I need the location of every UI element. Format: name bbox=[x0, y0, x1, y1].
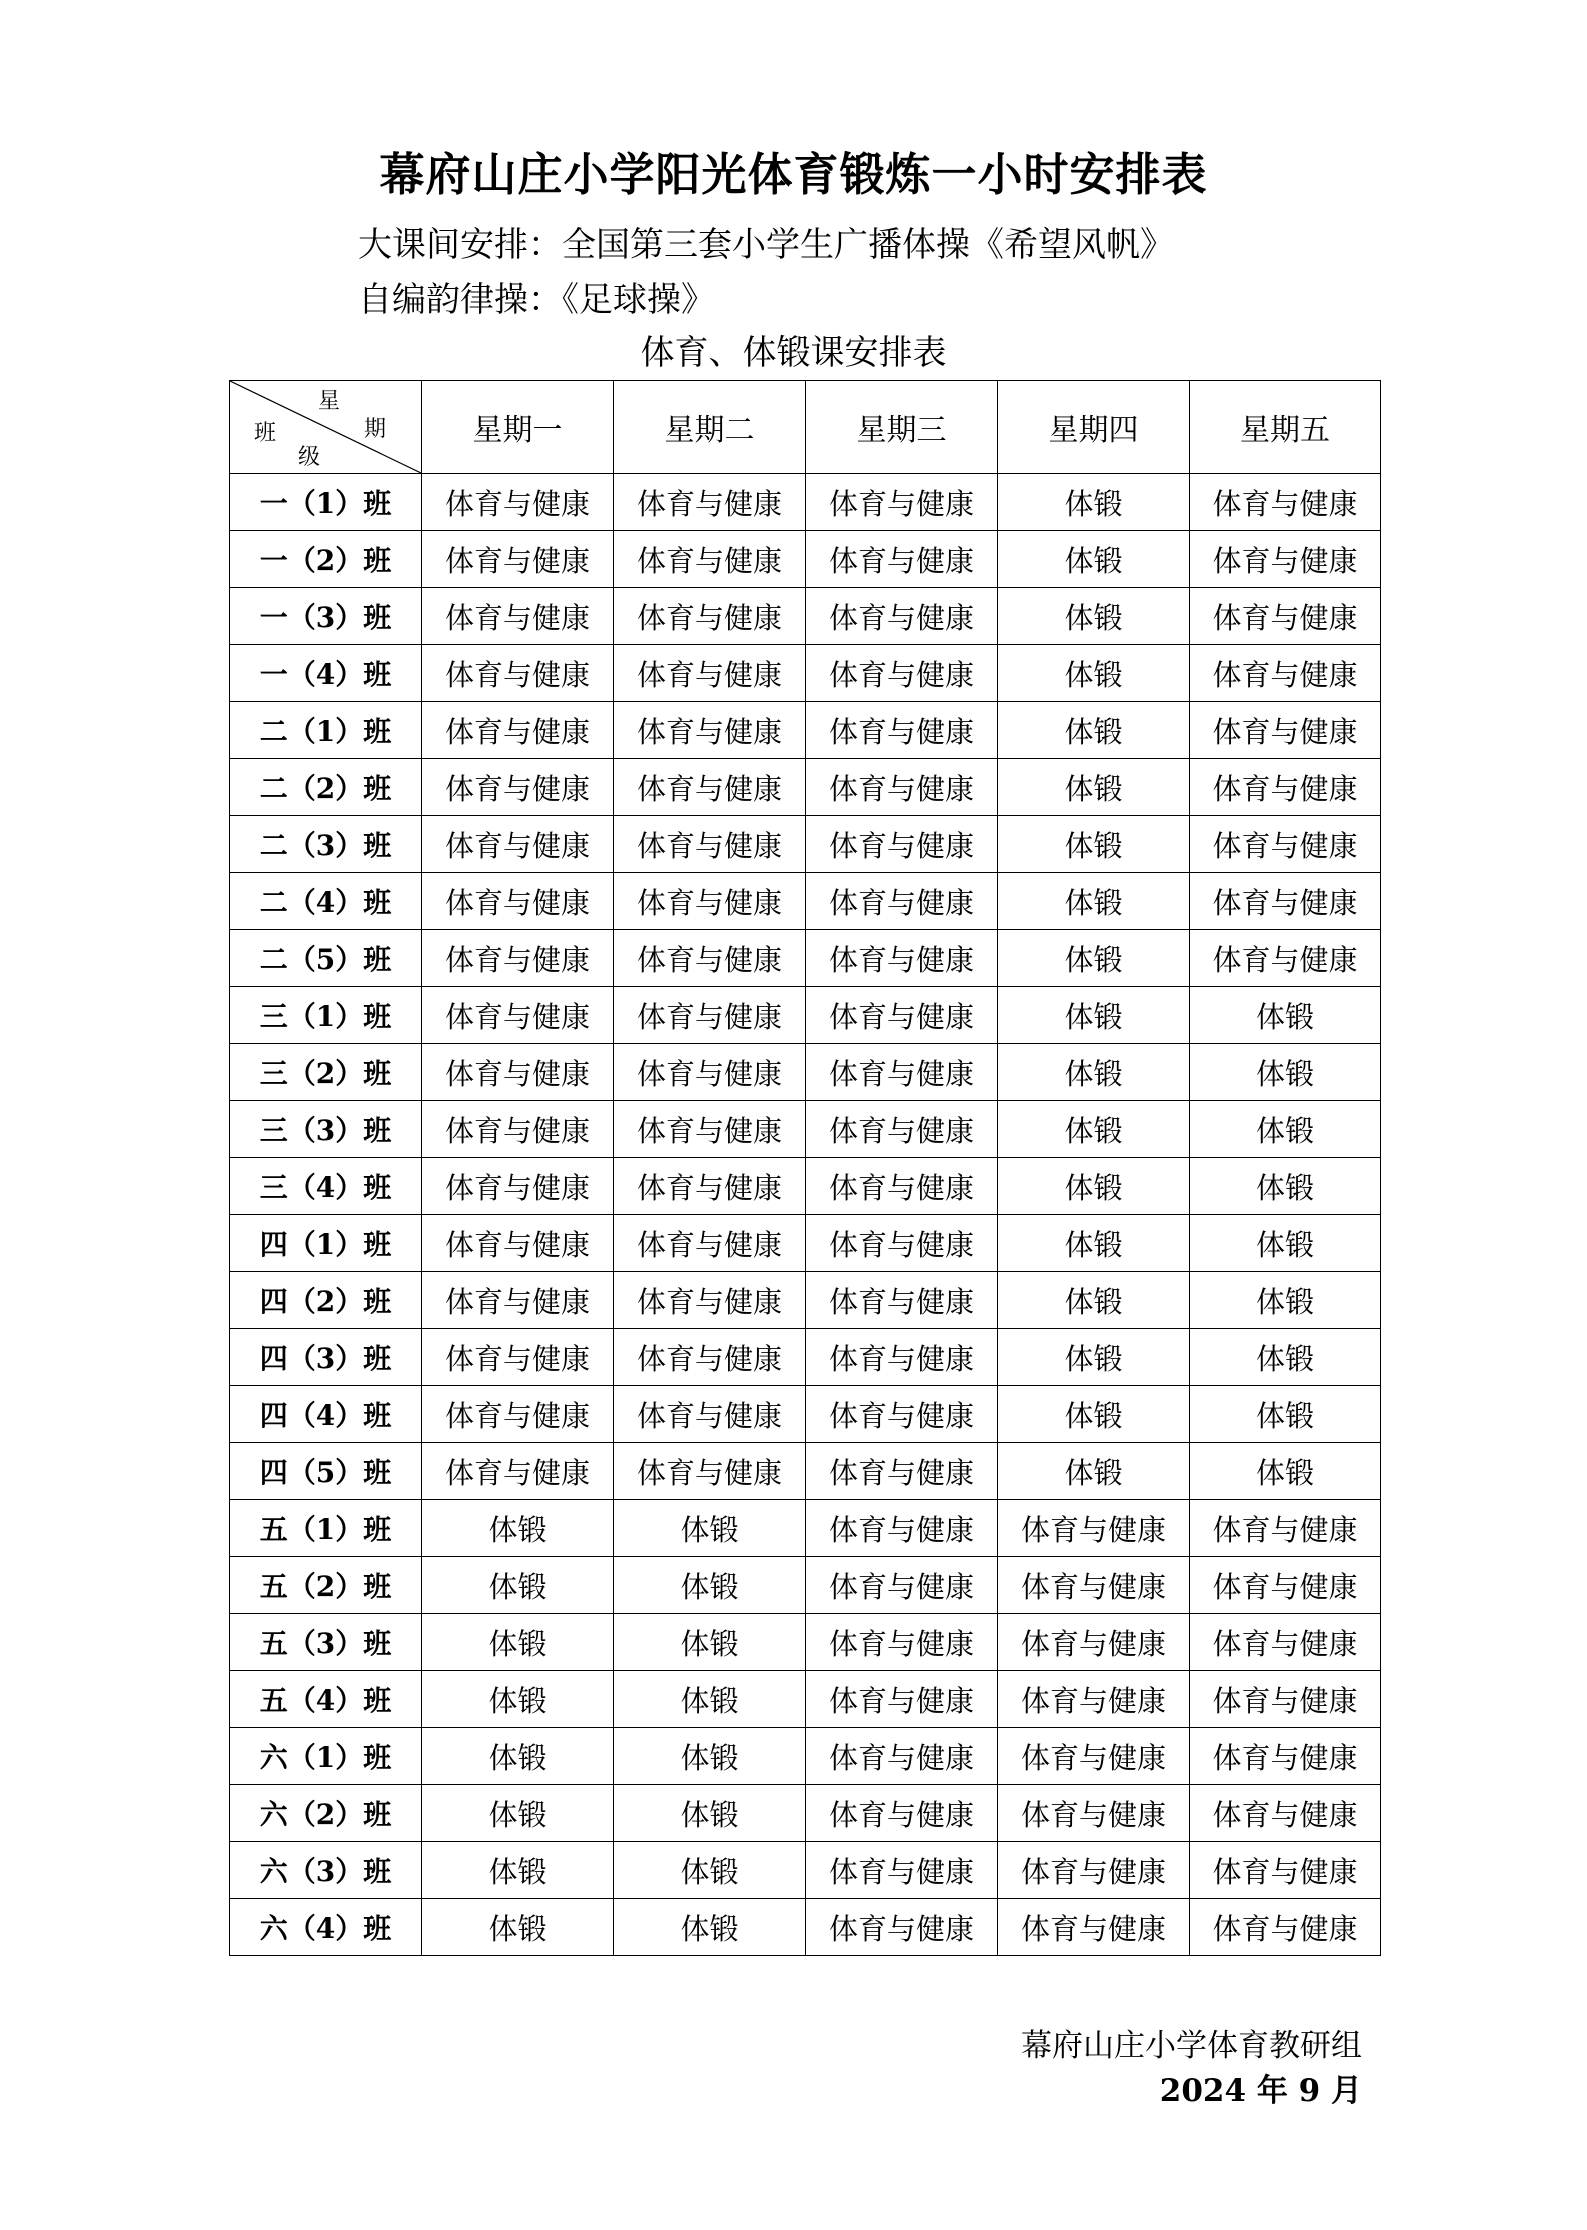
corner-label-ji: 级 bbox=[298, 445, 321, 470]
schedule-cell: 体育与健康 bbox=[422, 987, 614, 1044]
class-name-cell: 三（4）班 bbox=[230, 1158, 422, 1215]
schedule-cell: 体锻 bbox=[998, 702, 1190, 759]
schedule-cell: 体锻 bbox=[422, 1671, 614, 1728]
schedule-cell: 体锻 bbox=[422, 1785, 614, 1842]
schedule-cell: 体锻 bbox=[1190, 1329, 1381, 1386]
schedule-cell: 体育与健康 bbox=[422, 1101, 614, 1158]
schedule-cell: 体锻 bbox=[998, 1272, 1190, 1329]
schedule-cell: 体育与健康 bbox=[422, 1272, 614, 1329]
schedule-cell: 体育与健康 bbox=[614, 1101, 806, 1158]
schedule-cell: 体育与健康 bbox=[806, 1671, 998, 1728]
schedule-cell: 体锻 bbox=[422, 1557, 614, 1614]
class-name-cell: 四（2）班 bbox=[230, 1272, 422, 1329]
schedule-cell: 体锻 bbox=[422, 1728, 614, 1785]
schedule-cell: 体锻 bbox=[998, 816, 1190, 873]
schedule-cell: 体育与健康 bbox=[614, 1158, 806, 1215]
schedule-cell: 体锻 bbox=[1190, 987, 1381, 1044]
schedule-cell: 体育与健康 bbox=[998, 1785, 1190, 1842]
schedule-cell: 体育与健康 bbox=[998, 1899, 1190, 1956]
class-name-cell: 六（3）班 bbox=[230, 1842, 422, 1899]
schedule-cell: 体育与健康 bbox=[998, 1671, 1190, 1728]
schedule-cell: 体锻 bbox=[1190, 1443, 1381, 1500]
schedule-cell: 体锻 bbox=[614, 1500, 806, 1557]
table-row bbox=[230, 1500, 1381, 1557]
schedule-cell: 体育与健康 bbox=[998, 1842, 1190, 1899]
schedule-cell: 体育与健康 bbox=[806, 816, 998, 873]
schedule-cell: 体育与健康 bbox=[614, 930, 806, 987]
schedule-cell: 体锻 bbox=[998, 759, 1190, 816]
schedule-cell: 体锻 bbox=[614, 1899, 806, 1956]
page-title: 幕府山庄小学阳光体育锻炼一小时安排表 bbox=[379, 148, 1208, 201]
schedule-cell: 体锻 bbox=[998, 1329, 1190, 1386]
schedule-cell: 体锻 bbox=[998, 1101, 1190, 1158]
class-name-cell: 三（3）班 bbox=[230, 1101, 422, 1158]
schedule-cell: 体育与健康 bbox=[806, 1728, 998, 1785]
class-name-cell: 一（4）班 bbox=[230, 645, 422, 702]
table-row bbox=[230, 1101, 1381, 1158]
schedule-cell: 体育与健康 bbox=[806, 702, 998, 759]
schedule-cell: 体育与健康 bbox=[806, 1215, 998, 1272]
schedule-cell: 体育与健康 bbox=[422, 873, 614, 930]
schedule-cell: 体育与健康 bbox=[1190, 816, 1381, 873]
class-name-cell: 六（2）班 bbox=[230, 1785, 422, 1842]
schedule-cell: 体育与健康 bbox=[422, 531, 614, 588]
schedule-cell: 体锻 bbox=[998, 1044, 1190, 1101]
schedule-cell: 体育与健康 bbox=[614, 1443, 806, 1500]
table-row bbox=[230, 1215, 1381, 1272]
schedule-cell: 体育与健康 bbox=[422, 759, 614, 816]
table-row bbox=[230, 873, 1381, 930]
table-row bbox=[230, 1842, 1381, 1899]
schedule-cell: 体育与健康 bbox=[998, 1500, 1190, 1557]
class-name-cell: 一（1）班 bbox=[230, 474, 422, 531]
corner-label-qi: 期 bbox=[364, 417, 387, 442]
schedule-cell: 体育与健康 bbox=[806, 1272, 998, 1329]
table-row bbox=[230, 1329, 1381, 1386]
table-row bbox=[230, 1785, 1381, 1842]
schedule-cell: 体锻 bbox=[998, 588, 1190, 645]
schedule-cell: 体育与健康 bbox=[806, 1329, 998, 1386]
class-name-cell: 四（1）班 bbox=[230, 1215, 422, 1272]
schedule-cell: 体育与健康 bbox=[806, 1443, 998, 1500]
schedule-cell: 体锻 bbox=[1190, 1272, 1381, 1329]
schedule-cell: 体育与健康 bbox=[806, 1557, 998, 1614]
class-name-cell: 二（5）班 bbox=[230, 930, 422, 987]
schedule-cell: 体育与健康 bbox=[806, 531, 998, 588]
day-header-monday: 星期一 bbox=[422, 381, 614, 474]
footer-date: 2024 年 9 月 bbox=[1159, 2073, 1362, 2109]
schedule-cell: 体育与健康 bbox=[998, 1557, 1190, 1614]
schedule-cell: 体锻 bbox=[998, 1386, 1190, 1443]
schedule-cell: 体育与健康 bbox=[422, 1443, 614, 1500]
schedule-cell: 体锻 bbox=[422, 1899, 614, 1956]
schedule-cell: 体育与健康 bbox=[806, 873, 998, 930]
schedule-cell: 体育与健康 bbox=[422, 1215, 614, 1272]
schedule-cell: 体育与健康 bbox=[614, 1272, 806, 1329]
schedule-cell: 体育与健康 bbox=[806, 930, 998, 987]
table-row bbox=[230, 1044, 1381, 1101]
class-name-cell: 二（2）班 bbox=[230, 759, 422, 816]
schedule-cell: 体育与健康 bbox=[1190, 588, 1381, 645]
class-name-cell: 五（2）班 bbox=[230, 1557, 422, 1614]
schedule-cell: 体育与健康 bbox=[614, 531, 806, 588]
class-name-cell: 五（3）班 bbox=[230, 1614, 422, 1671]
day-header-wednesday: 星期三 bbox=[806, 381, 998, 474]
table-row bbox=[230, 1557, 1381, 1614]
class-name-cell: 六（4）班 bbox=[230, 1899, 422, 1956]
class-name-cell: 五（1）班 bbox=[230, 1500, 422, 1557]
schedule-cell: 体育与健康 bbox=[614, 816, 806, 873]
schedule-cell: 体锻 bbox=[422, 1614, 614, 1671]
schedule-cell: 体育与健康 bbox=[806, 1500, 998, 1557]
class-name-cell: 四（5）班 bbox=[230, 1443, 422, 1500]
schedule-cell: 体锻 bbox=[998, 474, 1190, 531]
schedule-cell: 体锻 bbox=[614, 1842, 806, 1899]
schedule-cell: 体育与健康 bbox=[422, 645, 614, 702]
schedule-cell: 体锻 bbox=[998, 930, 1190, 987]
schedule-cell: 体育与健康 bbox=[1190, 1899, 1381, 1956]
break-activity-line: 大课间安排：全国第三套小学生广播体操《希望风帆》 bbox=[358, 225, 1174, 265]
schedule-cell: 体育与健康 bbox=[614, 873, 806, 930]
schedule-cell: 体锻 bbox=[614, 1614, 806, 1671]
schedule-cell: 体锻 bbox=[614, 1728, 806, 1785]
class-name-cell: 三（1）班 bbox=[230, 987, 422, 1044]
table-row bbox=[230, 1386, 1381, 1443]
class-name-cell: 四（3）班 bbox=[230, 1329, 422, 1386]
day-header-friday: 星期五 bbox=[1190, 381, 1381, 474]
schedule-cell: 体育与健康 bbox=[422, 816, 614, 873]
schedule-cell: 体锻 bbox=[998, 873, 1190, 930]
schedule-cell: 体育与健康 bbox=[1190, 1557, 1381, 1614]
schedule-cell: 体育与健康 bbox=[1190, 1785, 1381, 1842]
schedule-cell: 体育与健康 bbox=[614, 1044, 806, 1101]
schedule-cell: 体育与健康 bbox=[806, 1101, 998, 1158]
corner-header-cell bbox=[230, 381, 422, 474]
corner-label-xing: 星 bbox=[318, 389, 341, 414]
table-row bbox=[230, 1671, 1381, 1728]
schedule-cell: 体育与健康 bbox=[1190, 1500, 1381, 1557]
schedule-cell: 体育与健康 bbox=[1190, 1614, 1381, 1671]
table-title: 体育、体锻课安排表 bbox=[640, 333, 947, 373]
schedule-cell: 体锻 bbox=[998, 531, 1190, 588]
schedule-cell: 体育与健康 bbox=[614, 588, 806, 645]
class-name-cell: 四（4）班 bbox=[230, 1386, 422, 1443]
schedule-cell: 体育与健康 bbox=[806, 1044, 998, 1101]
schedule-cell: 体锻 bbox=[422, 1500, 614, 1557]
schedule-cell: 体育与健康 bbox=[998, 1728, 1190, 1785]
schedule-cell: 体育与健康 bbox=[422, 588, 614, 645]
schedule-cell: 体育与健康 bbox=[614, 645, 806, 702]
class-name-cell: 二（1）班 bbox=[230, 702, 422, 759]
table-row bbox=[230, 1443, 1381, 1500]
table-row bbox=[230, 816, 1381, 873]
pe-schedule-table bbox=[229, 380, 1381, 1956]
schedule-cell: 体育与健康 bbox=[422, 474, 614, 531]
schedule-cell: 体锻 bbox=[614, 1785, 806, 1842]
table-row bbox=[230, 702, 1381, 759]
table-row bbox=[230, 1614, 1381, 1671]
schedule-cell: 体育与健康 bbox=[422, 1158, 614, 1215]
schedule-cell: 体育与健康 bbox=[806, 588, 998, 645]
header-row bbox=[230, 381, 1381, 474]
schedule-cell: 体育与健康 bbox=[1190, 645, 1381, 702]
schedule-cell: 体育与健康 bbox=[1190, 1728, 1381, 1785]
schedule-cell: 体锻 bbox=[1190, 1386, 1381, 1443]
day-header-thursday: 星期四 bbox=[998, 381, 1190, 474]
schedule-cell: 体锻 bbox=[422, 1842, 614, 1899]
schedule-cell: 体锻 bbox=[1190, 1044, 1381, 1101]
table-row bbox=[230, 588, 1381, 645]
schedule-cell: 体育与健康 bbox=[1190, 474, 1381, 531]
table-row bbox=[230, 474, 1381, 531]
table-row bbox=[230, 645, 1381, 702]
schedule-cell: 体育与健康 bbox=[422, 1329, 614, 1386]
rhythm-exercise-line: 自编韵律操：《足球操》 bbox=[358, 280, 715, 320]
schedule-body bbox=[230, 474, 1381, 1956]
schedule-cell: 体育与健康 bbox=[614, 759, 806, 816]
day-header-tuesday: 星期二 bbox=[614, 381, 806, 474]
schedule-cell: 体锻 bbox=[614, 1671, 806, 1728]
class-name-cell: 二（3）班 bbox=[230, 816, 422, 873]
schedule-cell: 体育与健康 bbox=[1190, 1671, 1381, 1728]
schedule-cell: 体锻 bbox=[998, 987, 1190, 1044]
schedule-cell: 体锻 bbox=[998, 645, 1190, 702]
schedule-cell: 体育与健康 bbox=[806, 987, 998, 1044]
schedule-cell: 体育与健康 bbox=[998, 1614, 1190, 1671]
class-name-cell: 二（4）班 bbox=[230, 873, 422, 930]
schedule-cell: 体育与健康 bbox=[806, 759, 998, 816]
schedule-cell: 体育与健康 bbox=[806, 1842, 998, 1899]
table-row bbox=[230, 987, 1381, 1044]
schedule-cell: 体锻 bbox=[998, 1158, 1190, 1215]
class-name-cell: 一（2）班 bbox=[230, 531, 422, 588]
footer-organization: 幕府山庄小学体育教研组 bbox=[1021, 2028, 1362, 2064]
table-row bbox=[230, 1899, 1381, 1956]
schedule-cell: 体育与健康 bbox=[614, 1215, 806, 1272]
schedule-cell: 体育与健康 bbox=[806, 1158, 998, 1215]
schedule-cell: 体育与健康 bbox=[422, 930, 614, 987]
schedule-cell: 体育与健康 bbox=[806, 1614, 998, 1671]
class-name-cell: 六（1）班 bbox=[230, 1728, 422, 1785]
table-row bbox=[230, 1728, 1381, 1785]
schedule-cell: 体育与健康 bbox=[614, 474, 806, 531]
table-row bbox=[230, 759, 1381, 816]
class-name-cell: 五（4）班 bbox=[230, 1671, 422, 1728]
schedule-cell: 体育与健康 bbox=[806, 474, 998, 531]
schedule-cell: 体育与健康 bbox=[1190, 1842, 1381, 1899]
table-row bbox=[230, 1272, 1381, 1329]
class-name-cell: 三（2）班 bbox=[230, 1044, 422, 1101]
class-name-cell: 一（3）班 bbox=[230, 588, 422, 645]
table-row bbox=[230, 1158, 1381, 1215]
schedule-cell: 体育与健康 bbox=[1190, 702, 1381, 759]
schedule-cell: 体育与健康 bbox=[614, 1386, 806, 1443]
schedule-cell: 体育与健康 bbox=[806, 1785, 998, 1842]
table-row bbox=[230, 930, 1381, 987]
schedule-cell: 体锻 bbox=[998, 1443, 1190, 1500]
schedule-cell: 体育与健康 bbox=[806, 645, 998, 702]
schedule-cell: 体育与健康 bbox=[806, 1386, 998, 1443]
schedule-cell: 体锻 bbox=[1190, 1101, 1381, 1158]
schedule-cell: 体育与健康 bbox=[1190, 759, 1381, 816]
schedule-cell: 体育与健康 bbox=[422, 1386, 614, 1443]
schedule-cell: 体育与健康 bbox=[614, 702, 806, 759]
schedule-cell: 体锻 bbox=[998, 1215, 1190, 1272]
schedule-cell: 体锻 bbox=[614, 1557, 806, 1614]
schedule-cell: 体锻 bbox=[1190, 1215, 1381, 1272]
schedule-cell: 体育与健康 bbox=[614, 1329, 806, 1386]
schedule-cell: 体育与健康 bbox=[806, 1899, 998, 1956]
schedule-cell: 体育与健康 bbox=[1190, 531, 1381, 588]
schedule-cell: 体育与健康 bbox=[1190, 930, 1381, 987]
schedule-cell: 体育与健康 bbox=[422, 1044, 614, 1101]
schedule-cell: 体育与健康 bbox=[614, 987, 806, 1044]
table-row bbox=[230, 531, 1381, 588]
schedule-cell: 体育与健康 bbox=[1190, 873, 1381, 930]
schedule-cell: 体锻 bbox=[1190, 1158, 1381, 1215]
schedule-cell: 体育与健康 bbox=[422, 702, 614, 759]
corner-label-ban: 班 bbox=[254, 421, 277, 446]
